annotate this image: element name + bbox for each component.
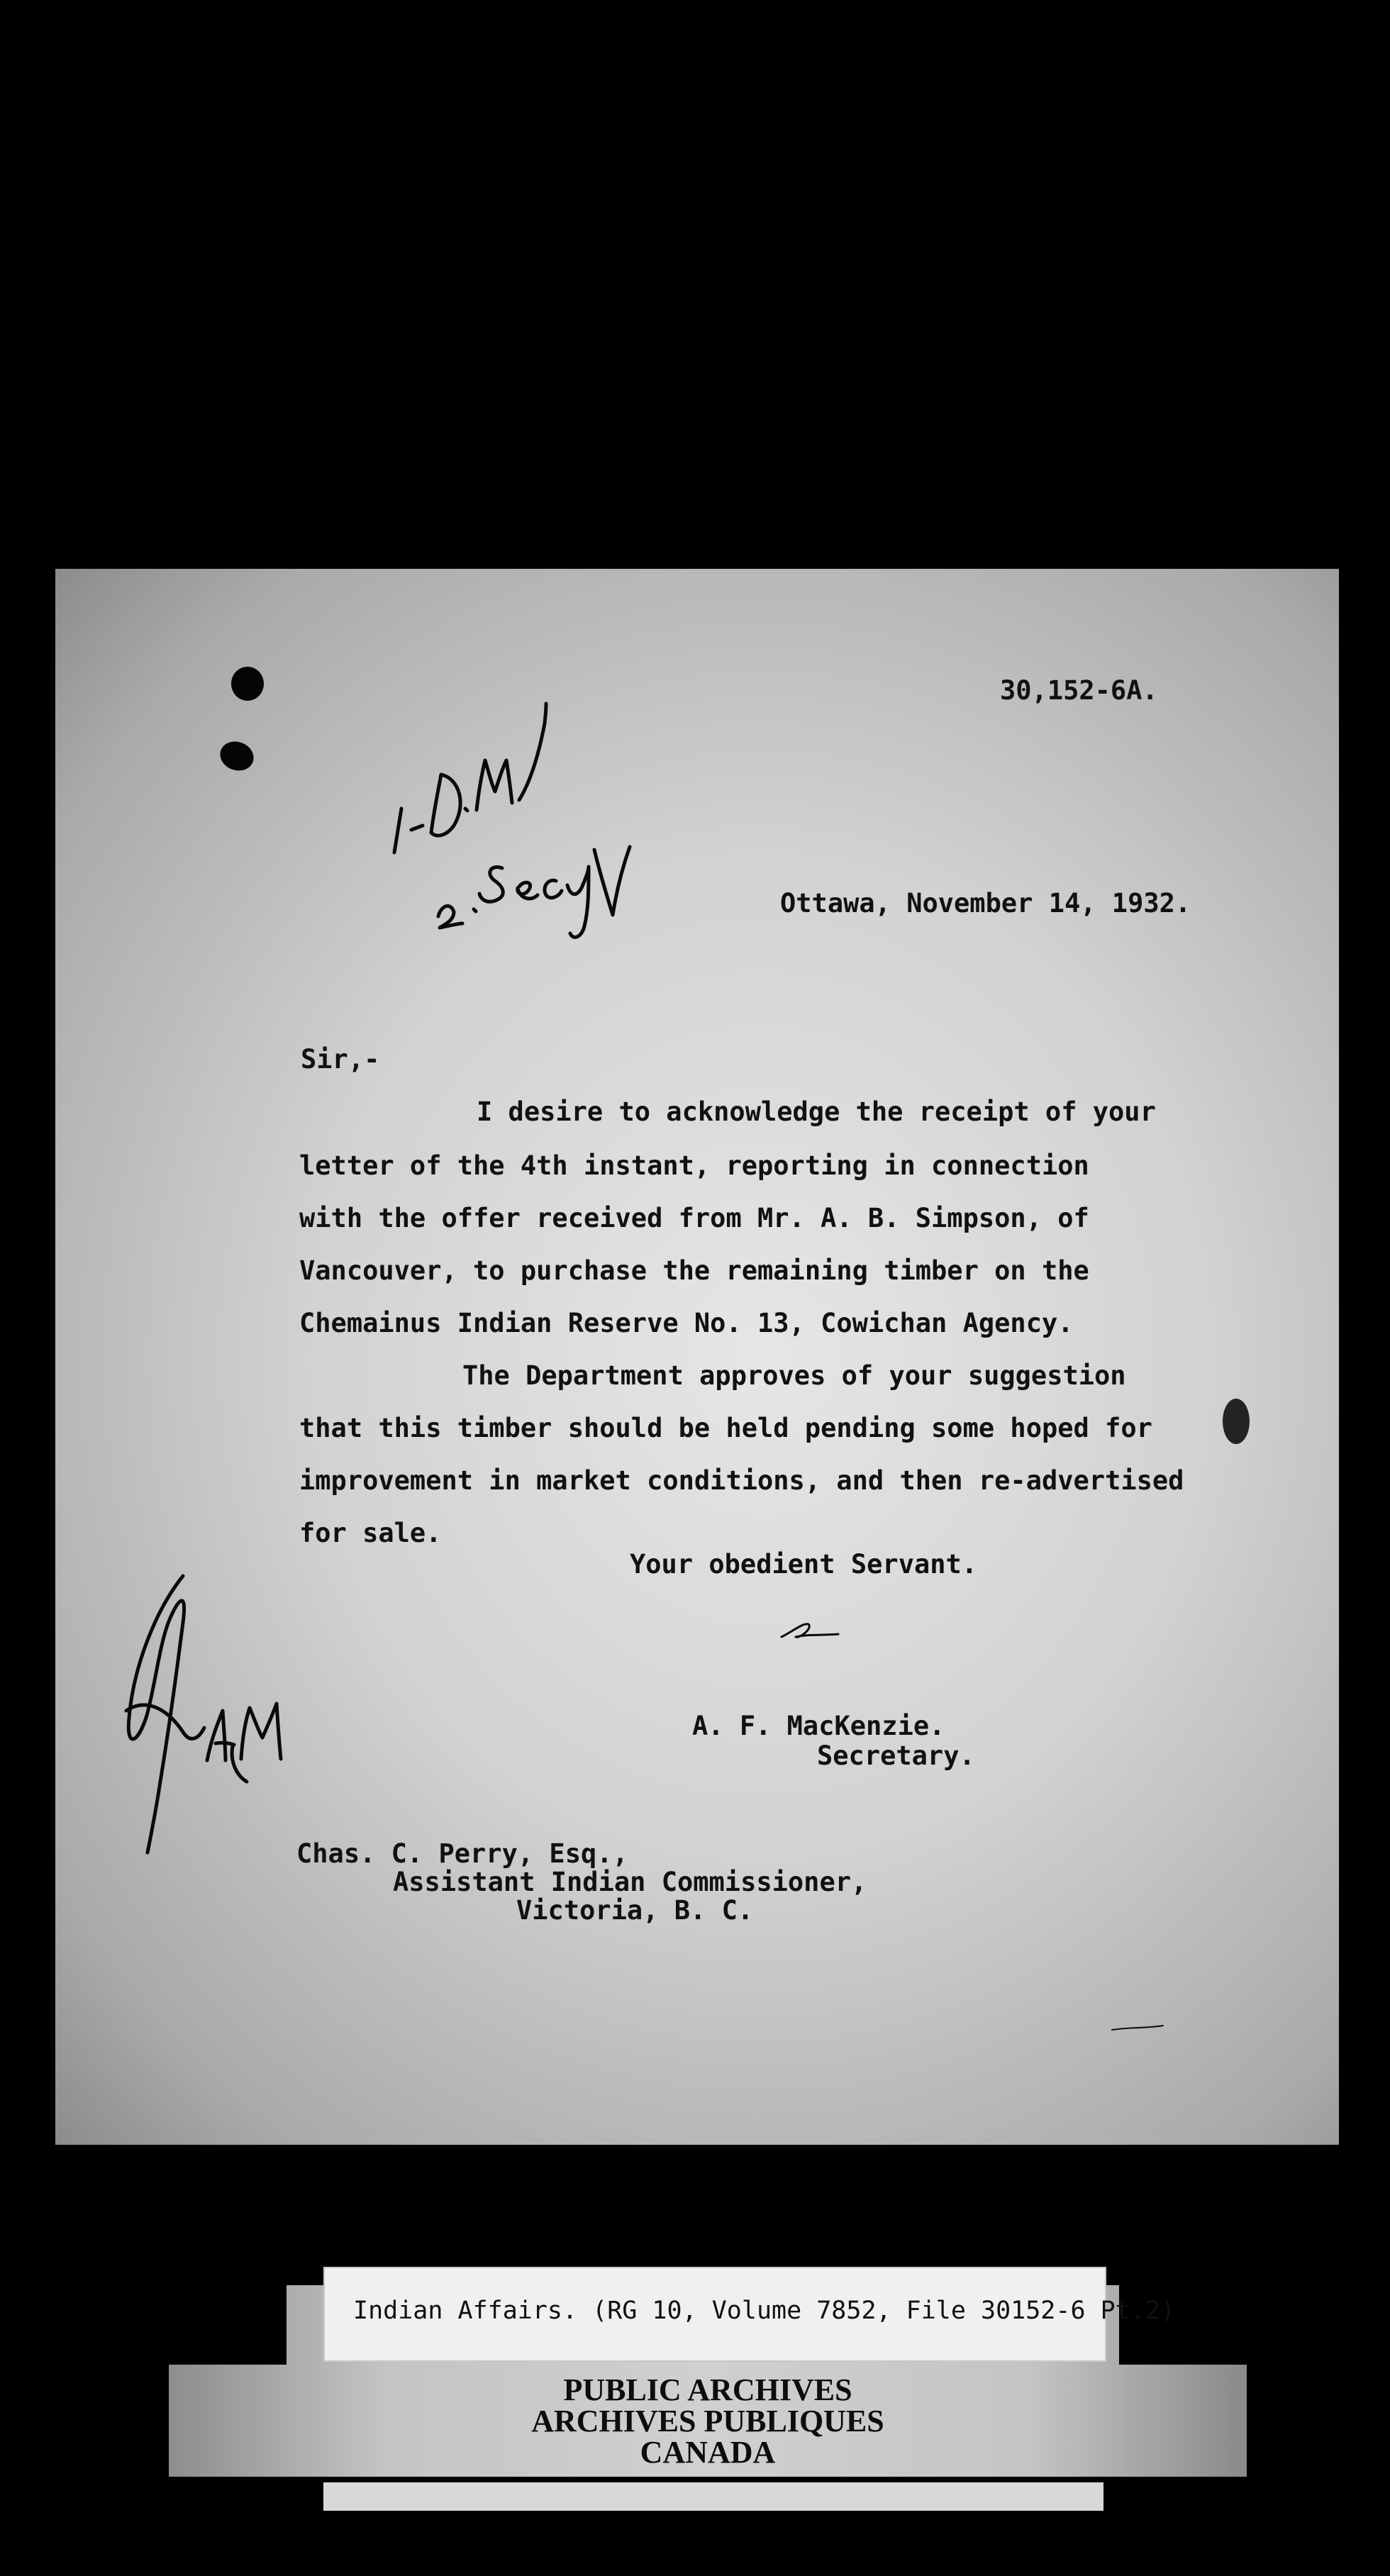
ink-blot-right	[1223, 1399, 1250, 1444]
margin-signature	[105, 1569, 318, 1895]
closing: Your obedient Servant.	[630, 1549, 978, 1580]
archive-reference: Indian Affairs. (RG 10, Volume 7852, File 30152-6 Pt.2)	[353, 2297, 1175, 2325]
addressee-line: Chas. C. Perry, Esq.,	[296, 1838, 628, 1869]
archives-line-3: CANADA	[640, 2435, 776, 2470]
initials-mark	[779, 1617, 843, 1645]
paragraph-line: Vancouver, to purchase the remaining timber on the	[299, 1255, 1089, 1286]
paragraph-line: that this timber should be held pending some hoped for	[299, 1413, 1152, 1443]
paragraph-line: I desire to acknowledge the receipt of your	[477, 1097, 1156, 1127]
archives-line-2: ARCHIVES PUBLIQUES	[531, 2404, 884, 2438]
bottom-strip	[323, 2482, 1103, 2511]
punch-hole-bottom	[216, 737, 258, 775]
corner-mark	[1109, 2023, 1166, 2037]
place-date: Ottawa, November 14, 1932.	[780, 888, 1191, 918]
signatory-title: Secretary.	[817, 1741, 975, 1771]
file-number: 30,152-6A.	[1000, 675, 1158, 706]
reference-slip	[323, 2267, 1175, 2362]
addressee-line: Assistant Indian Commissioner,	[393, 1867, 867, 1897]
punch-hole-top	[231, 667, 264, 701]
label-tab-left	[169, 2285, 287, 2365]
salutation: Sir,-	[301, 1044, 380, 1075]
paragraph-line: for sale.	[299, 1518, 442, 1548]
signatory-name: A. F. MacKenzie.	[692, 1711, 945, 1741]
archives-line-1: PUBLIC ARCHIVES	[563, 2372, 852, 2407]
paragraph-line: with the offer received from Mr. A. B. Simpson, of	[299, 1203, 1089, 1233]
paragraph-line: The Department approves of your suggestion	[462, 1360, 1126, 1391]
paragraph-line: Chemainus Indian Reserve No. 13, Cowichan Agency.	[299, 1308, 1074, 1338]
addressee-line: Victoria, B. C.	[516, 1895, 754, 1926]
paragraph-line: improvement in market conditions, and then re-advertised	[299, 1465, 1184, 1496]
handwritten-note	[360, 640, 672, 980]
letter-sheet	[55, 569, 1339, 2145]
paragraph-line: letter of the 4th instant, reporting in connection	[299, 1150, 1089, 1181]
